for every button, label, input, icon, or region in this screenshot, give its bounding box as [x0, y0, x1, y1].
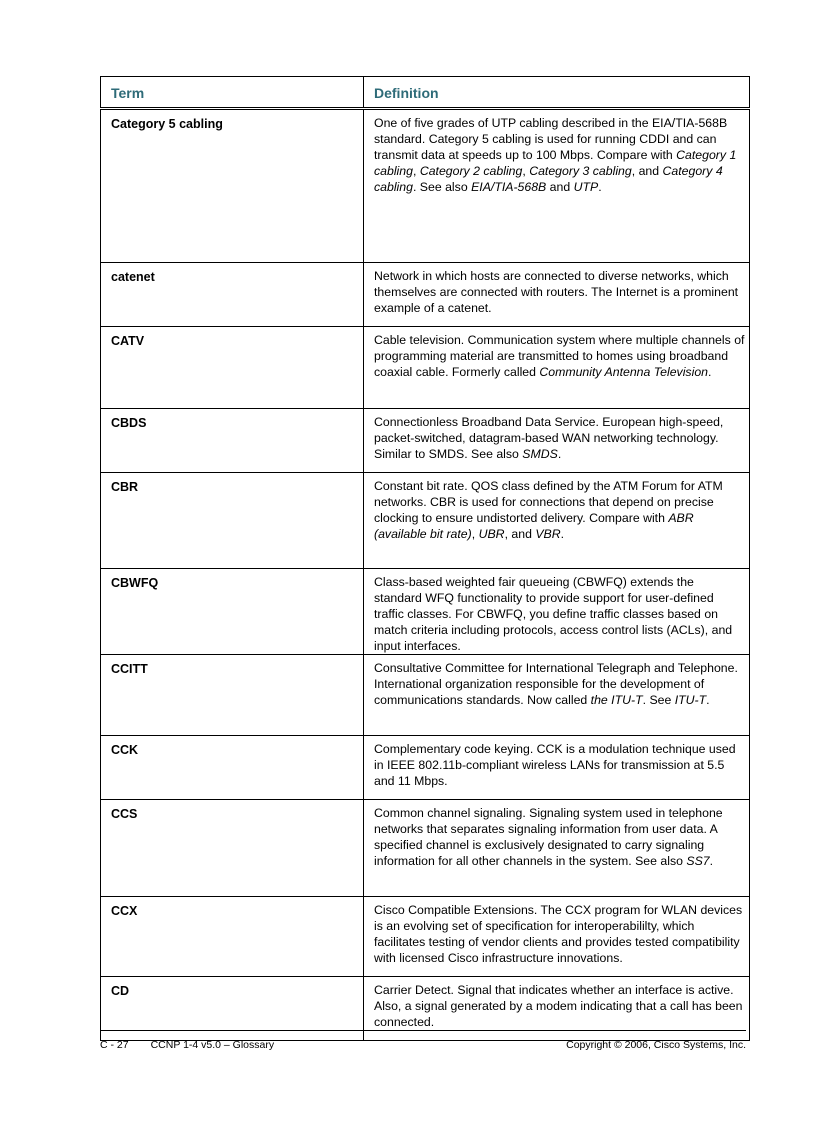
glossary-row: [101, 327, 750, 409]
term-column-header: Term: [101, 77, 364, 109]
glossary-row: [101, 409, 750, 473]
cross-reference: EIA/TIA-568B: [471, 180, 547, 194]
definition-text: Complementary code keying. CCK is a modulation technique used in IEEE 802.11b-compliant wireless LANs for transmission at 5.5 and 11 Mbps.: [374, 742, 736, 788]
glossary-row: [101, 473, 750, 569]
definition-text: Class-based weighted fair queueing (CBWFQ) extends the standard WFQ functionality to provide support for user-defined traffic classes. For CBWFQ, you define traffic classes based on match criteria including protocols, access control lists (ACLs), and input interfaces.: [374, 575, 733, 653]
glossary-definition: [364, 655, 750, 736]
glossary-definition: [364, 109, 750, 263]
cross-reference: SMDS: [522, 447, 558, 461]
glossary-term: Category 5 cabling: [101, 109, 364, 263]
cross-reference: UBR: [478, 527, 505, 541]
glossary-term: CBDS: [101, 409, 364, 473]
definition-text: ,: [522, 164, 530, 178]
glossary-term: CCX: [101, 897, 364, 977]
cross-reference: VBR: [535, 527, 561, 541]
definition-text: Common channel signaling. Signaling system used in telephone networks that separates signaling information from user data. A specified channel is exclusively designated to carry signaling information for all other channels in the system. See also: [374, 806, 723, 868]
footer-divider: [100, 1030, 746, 1031]
glossary-term: CCK: [101, 736, 364, 800]
cross-reference: ITU-T: [674, 693, 707, 707]
definition-text: and: [546, 180, 574, 194]
cross-reference: the ITU-T: [590, 693, 643, 707]
table-header-row: [101, 77, 750, 109]
page-number: C - 27: [100, 1039, 129, 1051]
glossary-term: CD: [101, 977, 364, 1041]
definition-text: , and: [504, 527, 536, 541]
glossary-definition: [364, 569, 750, 655]
definition-text: .: [709, 854, 714, 868]
glossary-term: CCS: [101, 800, 364, 897]
definition-text: .: [598, 180, 602, 194]
definition-column-header: Definition: [364, 77, 750, 109]
glossary-table: [100, 76, 750, 1041]
cross-reference: Category 1 cabling: [374, 148, 737, 178]
cross-reference: Community Antenna Television: [539, 365, 708, 379]
document-title: CCNP 1-4 v5.0 – Glossary: [150, 1039, 275, 1051]
glossary-body: [101, 109, 750, 1041]
definition-text: .: [557, 447, 562, 461]
glossary-term: CBWFQ: [101, 569, 364, 655]
cross-reference: Category 2 cabling: [419, 164, 523, 178]
glossary-definition: [364, 800, 750, 897]
cross-reference: UTP: [573, 180, 599, 194]
definition-text: Network in which hosts are connected to diverse networks, which themselves are connected with routers. The Internet is a prominent example of a catenet.: [374, 269, 739, 315]
definition-text: .: [708, 365, 712, 379]
definition-text: One of five grades of UTP cabling described in the EIA/TIA-568B standard. Category 5 cabling is used for running CDDI and can transmit data at speeds up to 100 Mbps. Compare with: [374, 116, 728, 162]
definition-text: .: [706, 693, 710, 707]
glossary-row: [101, 569, 750, 655]
footer-copyright: Copyright © 2006, Cisco Systems, Inc.: [566, 1039, 746, 1051]
glossary-row: [101, 736, 750, 800]
definition-text: Carrier Detect. Signal that indicates whether an interface is active. Also, a signal generated by a modem indicating that a call has been connected.: [374, 983, 743, 1029]
definition-text: Cisco Compatible Extensions. The CCX program for WLAN devices is an evolving set of specification for interoperabililty, which facilitates testing of vendor clients and provides tested compatibility with licensed Cisco infrastructure innovations.: [374, 903, 743, 965]
cross-reference: SS7: [686, 854, 710, 868]
glossary-definition: [364, 897, 750, 977]
glossary-definition: [364, 409, 750, 473]
glossary-row: [101, 263, 750, 327]
definition-text: . See also: [412, 180, 472, 194]
definition-text: ,: [412, 164, 420, 178]
definition-text: Cable television. Communication system where multiple channels of programming material are transmitted to homes using broadband coaxial cable. Formerly called: [374, 333, 745, 379]
glossary-row: [101, 109, 750, 263]
glossary-term: CBR: [101, 473, 364, 569]
glossary-definition: [364, 736, 750, 800]
definition-text: Connectionless Broadband Data Service. European high-speed, packet-switched, datagram-based WAN networking technology. Similar to SMDS. See also: [374, 415, 724, 461]
cross-reference: ABR (available bit rate): [374, 511, 694, 541]
glossary-row: [101, 655, 750, 736]
glossary-definition: [364, 473, 750, 569]
definition-text: Consultative Committee for International Telegraph and Telephone. International organization responsible for the development of communications standards. Now called: [374, 661, 738, 707]
glossary-row: [101, 897, 750, 977]
cross-reference: Category 4 cabling: [374, 164, 723, 194]
footer-left: [100, 1039, 274, 1051]
glossary-definition: [364, 263, 750, 327]
definition-text: . See: [642, 693, 675, 707]
definition-text: ,: [471, 527, 479, 541]
definition-text: , and: [631, 164, 663, 178]
glossary-term: CATV: [101, 327, 364, 409]
glossary-row: [101, 800, 750, 897]
glossary-definition: [364, 327, 750, 409]
cross-reference: Category 3 cabling: [529, 164, 632, 178]
definition-text: Constant bit rate. QOS class defined by the ATM Forum for ATM networks. CBR is used for connections that depend on precise clocking to ensure undistorted delivery. Compare with: [374, 479, 723, 525]
glossary-term: CCITT: [101, 655, 364, 736]
glossary-term: catenet: [101, 263, 364, 327]
definition-text: .: [560, 527, 565, 541]
